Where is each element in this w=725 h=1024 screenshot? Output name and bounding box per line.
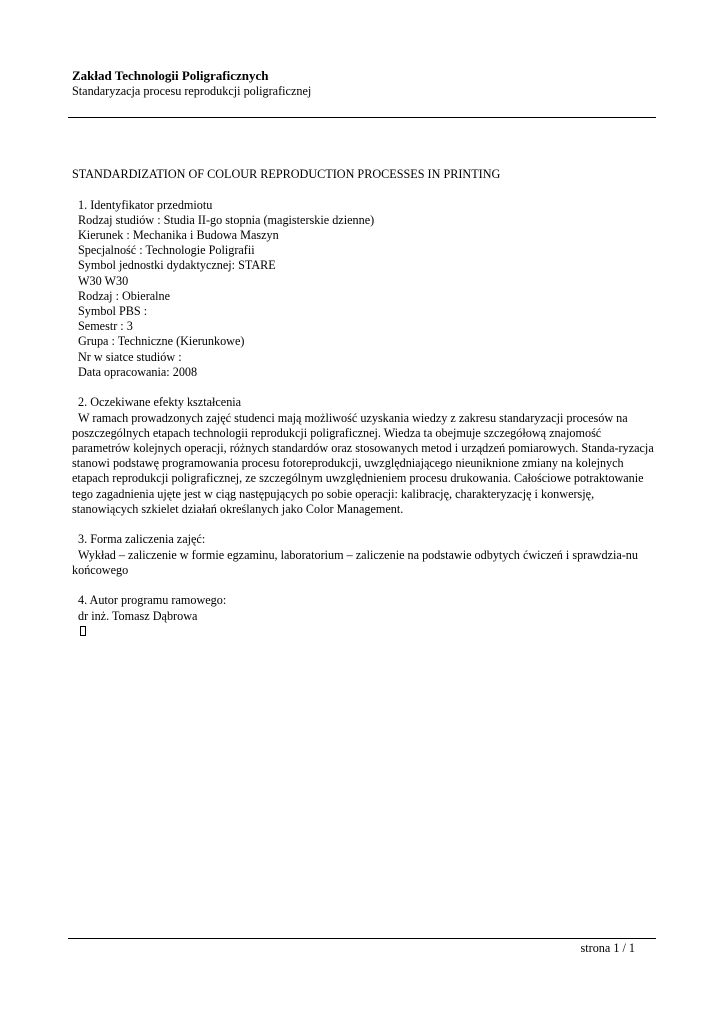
field-line: Symbol jednostki dydaktycznej: STARE: [78, 258, 276, 273]
document-body: [72, 167, 662, 654]
paragraph-line: etapach reprodukcji poligraficznej, ze szczególnym uwzględnieniem procesu drukowania. Całościowe potraktowanie: [72, 471, 644, 486]
footer-divider: [68, 938, 656, 939]
field-line: Rodzaj studiów : Studia II-go stopnia (magisterskie dzienne): [78, 212, 375, 227]
paragraph-line: stanowiących szkielet działań określanych jako Color Management.: [72, 501, 404, 516]
header-subtitle: Standaryzacja procesu reprodukcji poligraficznej: [72, 84, 312, 98]
section-heading: 4. Autor programu ramowego:: [78, 593, 227, 608]
header-divider: [68, 117, 656, 118]
section-heading: 1. Identyfikator przedmiotu: [78, 197, 213, 212]
field-line: W30 W30: [78, 273, 129, 288]
section-outcomes: [72, 395, 662, 517]
paragraph-line: tego zagadnienia ujęte jest w ciąg następujących po sobie operacji: kalibrację, charakteryzację i konwersję,: [72, 486, 595, 501]
header-title: Zakład Technologii Poligraficznych: [72, 68, 269, 83]
paragraph-line: Wykład – zaliczenie w formie egzaminu, laboratorium – zaliczenie na podstawie odbytych ćwiczeń i sprawdzia-nu: [78, 547, 638, 562]
field-line: Data opracowania: 2008: [78, 364, 198, 379]
field-line: Symbol PBS :: [78, 304, 148, 319]
section-assessment: [72, 532, 662, 578]
section-author: [72, 593, 662, 639]
section-heading: 3. Forma zaliczenia zajęć:: [78, 532, 206, 547]
field-line: Kierunek : Mechanika i Budowa Maszyn: [78, 228, 279, 242]
missing-glyph-icon: [72, 624, 662, 639]
paragraph-line: parametrów kolejnych operacji, różnych standardów oraz stosowanych metod i urządzeń pomiarowych. Standa-ryzacja: [72, 441, 654, 456]
paragraph-line: W ramach prowadzonych zajęć studenci mają możliwość uzyskania wiedzy z zakresu standaryzacji procesów na: [78, 410, 628, 425]
section-heading: 2. Oczekiwane efekty kształcenia: [78, 395, 242, 410]
paragraph-line: końcowego: [72, 562, 129, 577]
field-line: Rodzaj : Obieralne: [78, 288, 171, 303]
field-line: Nr w siatce studiów :: [78, 349, 182, 364]
document-title: STANDARDIZATION OF COLOUR REPRODUCTION PROCESSES IN PRINTING: [72, 167, 501, 181]
author-name: dr inż. Tomasz Dąbrowa: [78, 608, 198, 623]
page-header: [72, 68, 662, 99]
page-number: strona 1 / 1: [580, 941, 635, 955]
field-line: Specjalność : Technologie Poligrafii: [78, 243, 255, 258]
field-line: Semestr : 3: [78, 319, 133, 334]
paragraph-line: stanowi podstawę programowania procesu fotoreprodukcji, uwzględniającego nieuniknione zmiany na kolejnych: [72, 456, 624, 471]
section-identifier: [72, 198, 662, 380]
paragraph-line: poszczególnych etapach technologii reprodukcji poligraficznej. Wiedza ta obejmuje szczegółową znajomość: [72, 425, 602, 440]
field-line: Grupa : Techniczne (Kierunkowe): [78, 334, 245, 349]
